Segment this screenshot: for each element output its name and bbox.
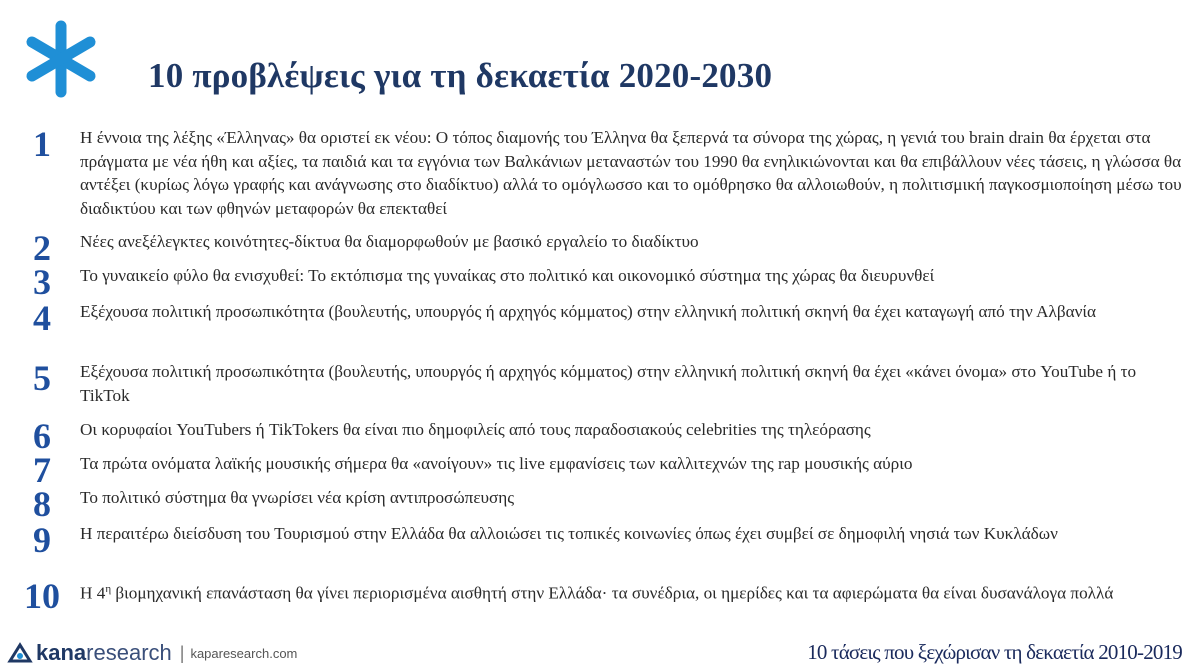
- item-text: Εξέχουσα πολιτική προσωπικότητα (βουλευτής, υπουργός ή αρχηγός κόμματος) στην ελληνική πολιτική σκηνή θα έχει «κάνει όνομα» στο YouTube ή το TikTok: [80, 362, 1137, 405]
- item-text-start: Η 4: [80, 583, 106, 603]
- item-number: 2: [33, 228, 51, 268]
- kana-research-logo: [6, 640, 297, 666]
- item-number: 3: [33, 262, 51, 302]
- footer-separator: |: [179, 642, 185, 663]
- page-title: 10 προβλέψεις για τη δεκαετία 2020-2030: [148, 56, 773, 95]
- website-link[interactable]: kaparesearch.com: [190, 645, 298, 661]
- item-number: 1: [33, 124, 51, 164]
- item-number: 9: [33, 520, 51, 560]
- item-text: Το γυναικείο φύλο θα ενισχυθεί: Το εκτόπισμα της γυναίκας στο πολιτικό και οικονομικό σύστημα της χώρας θα διευρυνθεί: [80, 266, 935, 285]
- logo-mark-icon: [6, 641, 34, 665]
- item-number: 4: [33, 298, 51, 338]
- asterisk-icon: [22, 20, 100, 98]
- item-text-end: βιομηχανική επανάσταση θα γίνει περιορισμένα αισθητή στην Ελλάδα· τα συνέδρια, οι ημερίδες και τα αφιερώματα θα είναι δυσανάλογα πολλά: [111, 583, 1114, 603]
- item-text: [80, 578, 1186, 605]
- ordinal-superscript: η: [105, 583, 112, 595]
- item-text: Η περαιτέρω διείσδυση του Τουρισμού στην Ελλάδα θα αλλοιώσει τις τοπικές κοινωνίες όπως έχει συμβεί σε δημοφιλή νησιά των Κυκλάδων: [80, 524, 1058, 543]
- item-text: Νέες ανεξέλεγκτες κοινότητες-δίκτυα θα διαμορφωθούν με βασικό εργαλείο το διαδίκτυο: [80, 232, 699, 251]
- item-text: Οι κορυφαίοι YouTubers ή TikTokers θα είναι πιο δημοφιλείς από τους παραδοσιακούς celebrities της τηλεόρασης: [80, 420, 871, 439]
- item-number: 7: [33, 450, 51, 490]
- item-text: Εξέχουσα πολιτική προσωπικότητα (βουλευτής, υπουργός ή αρχηγός κόμματος) στην ελληνική πολιτική σκηνή θα έχει καταγωγή από την Αλβανία: [80, 302, 1096, 321]
- logo-wordmark: kanaresearch: [36, 640, 172, 665]
- item-number: 8: [33, 484, 51, 524]
- item-text: Η έννοια της λέξης «Έλληνας» θα οριστεί εκ νέου: Ο τόπος διαμονής του Έλληνα θα ξεπερνά τα σύνορα της χώρας, η γενιά του brain drain θα έρχεται στα πράγματα με νέα ήθη και αξίες, τα παιδιά και τα εγγόνια των Βαλκάνιων μεταναστών του 1990 θα ενηλικιώνονται και θα επιβάλλουν νέες τάσεις, η γλώσσα θα αντέξει (κυρίως λόγω γραφής και ανάγνωσης στο διαδίκτυο) αλλά το ομόγλωσσο και το ομόθρησκο θα αλλοιωθούν, η πολιτισμική παγκοσμιοποίηση μέσω του διαδικτύου και των φθηνών μεταφορών θα επεκταθεί: [80, 128, 1182, 218]
- item-text: Το πολιτικό σύστημα θα γνωρίσει νέα κρίση αντιπροσώπευσης: [80, 488, 515, 507]
- item-number: 6: [33, 416, 51, 456]
- item-number: 10: [24, 576, 60, 616]
- item-number: 5: [33, 358, 51, 398]
- footer-caption: 10 τάσεις που ξεχώρισαν τη δεκαετία 2010-2019: [807, 640, 1182, 664]
- item-text: Τα πρώτα ονόματα λαϊκής μουσικής σήμερα θα «ανοίγουν» τις live εμφανίσεις των καλλιτεχνών της rap μουσικής αύριο: [80, 454, 913, 473]
